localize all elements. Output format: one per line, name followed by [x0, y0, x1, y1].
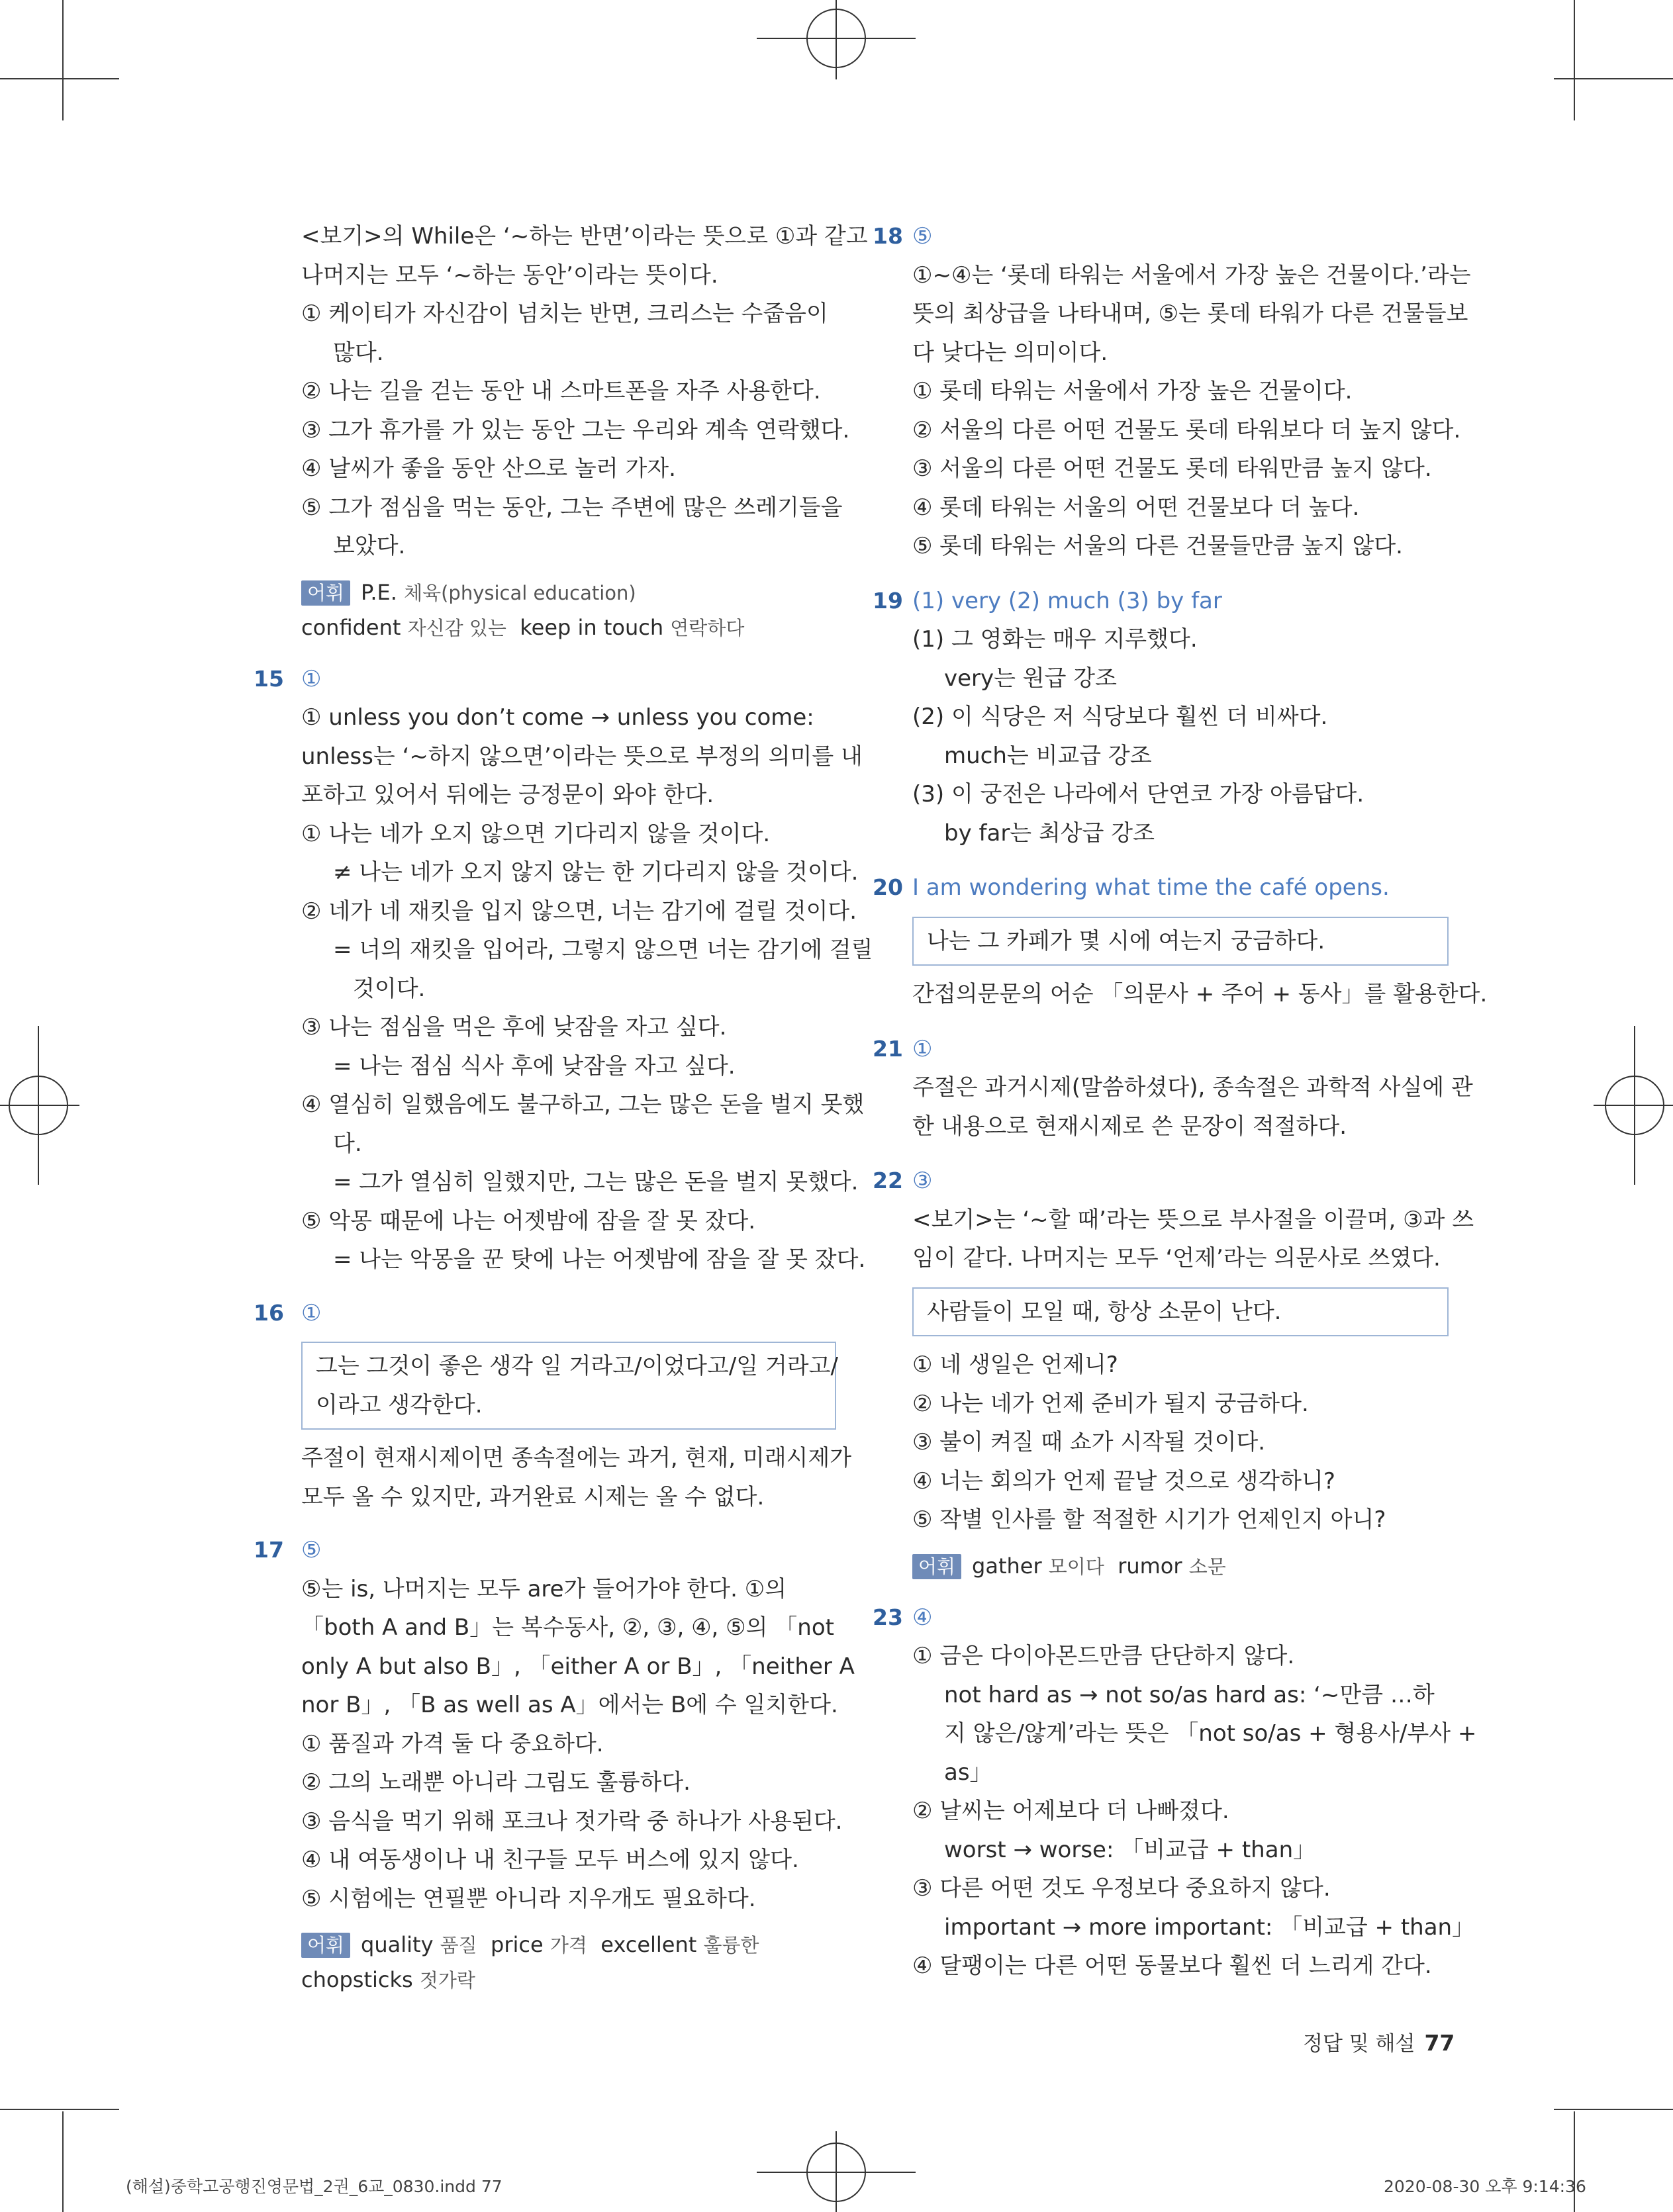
vocab-block: [912, 1549, 1449, 1584]
example-sub: = 나는 점심 식사 후에 낮잠을 자고 싶다.: [333, 1052, 736, 1080]
example-sub: much는 비교급 강조: [944, 742, 1152, 769]
print-timestamp: 2020-08-30 오후 9:14:36: [1384, 2177, 1586, 2196]
example-item: ③ 다른 어떤 것도 우정보다 중요하지 않다.: [912, 1875, 1331, 1902]
example-item: ① 품질과 가격 둘 다 중요하다.: [301, 1730, 604, 1757]
explanation-line: 간접의문문의 어순 「의문사 + 주어 + 동사」를 활용한다.: [912, 981, 1488, 1007]
question-23: [873, 1598, 1477, 1986]
explanation-line: ⑤는 is, 나머지는 모두 are가 들어가야 한다. ①의: [301, 1575, 787, 1602]
example-item: ⑤ 롯데 타워는 서울의 다른 건물들만큼 높지 않다.: [912, 533, 1403, 559]
vocab-tag: 어휘: [301, 1933, 350, 1958]
example-item: ② 서울의 다른 어떤 건물도 롯데 타워보다 더 높지 않다.: [912, 416, 1461, 443]
footer-label: 정답 및 해설: [1303, 2032, 1415, 2056]
example-item: ① 롯데 타워는 서울에서 가장 높은 건물이다.: [912, 378, 1353, 404]
intro-line: <보기>의 While은 ‘~하는 반면’이라는 뜻으로 ①과 같고: [301, 223, 868, 250]
example-sub: not hard as → not so/as hard as: ‘~만큼 …하: [944, 1681, 1435, 1708]
question-20: [873, 868, 1488, 1014]
explanation-line: 주절은 과거시제(말씀하셨다), 종속절은 과학적 사실에 관: [912, 1074, 1473, 1101]
answer: ⑤: [912, 223, 933, 250]
example-sub: = 나는 악몽을 꾼 탓에 나는 어젯밤에 잠을 잘 못 잤다.: [333, 1246, 866, 1273]
intro-line: 나머지는 모두 ‘~하는 동안’이라는 뜻이다.: [301, 261, 718, 289]
example-sub: important → more important: 「비교급 + than」: [944, 1913, 1475, 1941]
explanation-line: unless는 ‘~하지 않으면’이라는 뜻으로 부정의 의미를 내: [301, 743, 863, 770]
crop-mark: [1574, 0, 1575, 120]
example-item: (2) 이 식당은 저 식당보다 훨씬 더 비싸다.: [912, 704, 1328, 730]
registration-mark: [1594, 1026, 1673, 1185]
question-number: 20: [873, 874, 903, 900]
question-18: [873, 217, 1471, 566]
question-number: 18: [873, 223, 903, 249]
answer: ⑤: [301, 1537, 322, 1563]
example-item: ② 그의 노래뿐 아니라 그림도 훌륭하다.: [301, 1769, 691, 1796]
example-sub: = 너의 재킷을 입어라, 그렇지 않으면 너는 감기에 걸릴: [333, 937, 873, 963]
example-box: [912, 1287, 1449, 1337]
explanation-line: ① unless you don’t come → unless you come:: [301, 704, 814, 731]
question-22: [873, 1162, 1474, 1584]
example-item: ④ 롯데 타워는 서울의 어떤 건물보다 더 높다.: [912, 494, 1360, 521]
vocab-word: chopsticks: [301, 1967, 413, 1992]
question-number: 23: [873, 1604, 903, 1630]
example-sub: by far는 최상급 강조: [944, 819, 1155, 847]
example-item: ⑤ 시험에는 연필뿐 아니라 지우개도 필요하다.: [301, 1885, 756, 1912]
example-sub: worst → worse: 「비교급 + than」: [944, 1836, 1316, 1863]
box-line: 이라고 생각한다.: [316, 1391, 483, 1418]
left-column: [254, 217, 873, 1998]
explanation-line: 포하고 있어서 뒤에는 긍정문이 와야 한다.: [301, 782, 714, 808]
vocab-meaning: 젓가락: [419, 1969, 475, 1992]
question-17: [254, 1531, 855, 1998]
crop-mark: [62, 2111, 64, 2212]
explanation-line: 주절이 현재시제이면 종속절에는 과거, 현재, 미래시제가: [301, 1445, 852, 1471]
example-item: ④ 달팽이는 다른 어떤 동물보다 훨씬 더 느리게 간다.: [912, 1953, 1432, 1979]
explanation-line: <보기>는 ‘~할 때’라는 뜻으로 부사절을 이끌며, ③과 쓰: [912, 1206, 1474, 1233]
answer: ①: [301, 665, 322, 692]
vocab-meaning: 모이다: [1048, 1555, 1104, 1578]
example-item: ⑤ 작별 인사를 할 적절한 시기가 언제인지 아니?: [912, 1506, 1386, 1533]
example-item: ③ 그가 휴가를 가 있는 동안 그는 우리와 계속 연락했다.: [301, 416, 850, 443]
example-item: (1) 그 영화는 매우 지루했다.: [912, 626, 1198, 653]
vocab-meaning: 훌륭한: [703, 1934, 759, 1957]
example-item: (3) 이 궁전은 나라에서 단연코 가장 아름답다.: [912, 781, 1364, 807]
answer: ①: [912, 1035, 933, 1062]
example-sub: 다.: [333, 1130, 362, 1157]
example-item-cont: 보았다.: [333, 533, 406, 559]
registration-mark: [0, 1026, 79, 1185]
vocab-block: [301, 1927, 836, 1998]
answer: I am wondering what time the café opens.: [912, 874, 1390, 901]
explanation-line: nor B」, 「B as well as A」에서는 B에 수 일치한다.: [301, 1692, 838, 1718]
question-number: 21: [873, 1035, 903, 1062]
vocab-tag: 어휘: [301, 580, 350, 606]
answer: ③: [912, 1168, 933, 1194]
example-sub: = 그가 열심히 일했지만, 그는 많은 돈을 벌지 못했다.: [333, 1169, 859, 1195]
example-item: ② 날씨는 어제보다 더 나빠졌다.: [912, 1798, 1229, 1824]
example-item: ④ 날씨가 좋을 동안 산으로 놀러 가자.: [301, 455, 676, 482]
example-item: ① 금은 다이아몬드만큼 단단하지 않다.: [912, 1643, 1295, 1669]
vocab-block: [301, 575, 836, 645]
question-15: [254, 660, 873, 1279]
vocab-word: P.E.: [361, 579, 397, 605]
example-item: ③ 불이 켜질 때 쇼가 시작될 것이다.: [912, 1429, 1266, 1455]
question-21: [873, 1030, 1473, 1146]
example-sub: ≠ 나는 네가 오지 않지 않는 한 기다리지 않을 것이다.: [333, 859, 859, 886]
crop-mark: [0, 2109, 119, 2110]
example-item: ③ 서울의 다른 어떤 건물도 롯데 타워만큼 높지 않다.: [912, 455, 1432, 482]
example-item: ⑤ 그가 점심을 먹는 동안, 그는 주변에 많은 쓰레기들을: [301, 494, 843, 521]
answer: (1) very (2) much (3) by far: [912, 587, 1222, 614]
crop-mark: [0, 78, 119, 79]
example-item: ④ 열심히 일했음에도 불구하고, 그는 많은 돈을 벌지 못했: [301, 1091, 865, 1118]
box-line: 사람들이 모일 때, 항상 소문이 난다.: [927, 1298, 1282, 1325]
crop-mark: [1554, 78, 1673, 79]
box-line: 그는 그것이 좋은 생각 일 거라고/이었다고/일 거라고/: [316, 1353, 838, 1379]
explanation-line: 임이 같다. 나머지는 모두 ‘언제’라는 의문사로 쓰였다.: [912, 1245, 1441, 1271]
example-item: ④ 너는 회의가 언제 끝날 것으로 생각하니?: [912, 1467, 1335, 1495]
vocab-word: price: [491, 1932, 544, 1957]
registration-mark: [757, 0, 916, 79]
example-item: ② 네가 네 재킷을 입지 않으면, 너는 감기에 걸릴 것이다.: [301, 898, 857, 925]
vocab-word: excellent: [600, 1932, 697, 1957]
page-footer: [1303, 2027, 1455, 2056]
explanation-line: 「both A and B」는 복수동사, ②, ③, ④, ⑤의 「not: [301, 1614, 834, 1641]
explanation-line: 다 낮다는 의미이다.: [912, 339, 1108, 366]
crop-mark: [62, 0, 64, 120]
answer: ④: [912, 1604, 933, 1631]
file-info: (해설)중학고공행진영문법_2권_6교_0830.indd 77: [126, 2177, 502, 2196]
example-item: ① 케이티가 자신감이 넘치는 반면, 크리스는 수줍음이: [301, 300, 828, 327]
vocab-tag: 어휘: [912, 1554, 961, 1579]
example-item: ① 나는 네가 오지 않으면 기다리지 않을 것이다.: [301, 820, 771, 847]
explanation-line: 모두 올 수 있지만, 과거완료 시제는 올 수 없다.: [301, 1483, 765, 1510]
question-number: 15: [254, 665, 284, 692]
question-number: 19: [873, 587, 903, 614]
explanation-line: ①~④는 ‘롯데 타워는 서울에서 가장 높은 건물이다.’라는: [912, 261, 1471, 289]
example-item-cont: 많다.: [333, 339, 384, 366]
box-line: 나는 그 카페가 몇 시에 여는지 궁금하다.: [927, 927, 1325, 954]
question-19: [873, 582, 1449, 853]
example-sub: very는 원급 강조: [944, 665, 1117, 692]
crop-mark: [1554, 2109, 1673, 2110]
question-number: 22: [873, 1168, 903, 1193]
vocab-meaning: 가격: [550, 1934, 587, 1957]
example-item: ② 나는 네가 언제 준비가 될지 궁금하다.: [912, 1390, 1309, 1417]
example-item: ③ 나는 점심을 먹은 후에 낮잠을 자고 싶다.: [301, 1014, 727, 1040]
example-sub: 지 않은/않게’라는 뜻은 「not so/as + 형용사/부사 +: [944, 1720, 1477, 1747]
vocab-word: confident: [301, 614, 401, 640]
answer: ①: [301, 1299, 322, 1326]
example-item: ① 네 생일은 언제니?: [912, 1352, 1118, 1378]
example-item: ③ 음식을 먹기 위해 포크나 젓가락 중 하나가 사용된다.: [301, 1808, 843, 1835]
explanation-line: only A but also B」, 「either A or B」, 「neither A: [301, 1653, 855, 1680]
page-number: 77: [1424, 2030, 1455, 2056]
question-number: 17: [254, 1537, 284, 1563]
explanation-line: 한 내용으로 현재시제로 쓴 문장이 적절하다.: [912, 1113, 1347, 1140]
vocab-meaning: 품질: [440, 1934, 477, 1957]
vocab-word: rumor: [1118, 1553, 1182, 1579]
example-box: [912, 917, 1449, 966]
vocab-word: keep in touch: [520, 614, 664, 640]
vocab-meaning: 체육(physical education): [404, 581, 636, 604]
explanation-line: 뜻의 최상급을 나타내며, ⑤는 롯데 타워가 다른 건물들보: [912, 300, 1468, 327]
example-box: [301, 1342, 836, 1430]
question-number: 16: [254, 1299, 284, 1326]
example-item: ④ 내 여동생이나 내 친구들 모두 버스에 있지 않다.: [301, 1847, 799, 1873]
vocab-meaning: 연락하다: [670, 616, 745, 639]
vocab-meaning: 소문: [1188, 1555, 1226, 1578]
vocab-word: gather: [972, 1553, 1042, 1579]
vocab-word: quality: [361, 1932, 434, 1957]
registration-mark: [757, 2131, 916, 2212]
example-item: ② 나는 길을 걷는 동안 내 스마트폰을 자주 사용한다.: [301, 378, 821, 404]
right-column: [873, 217, 1488, 1986]
example-item: ⑤ 악몽 때문에 나는 어젯밤에 잠을 잘 못 잤다.: [301, 1207, 756, 1234]
example-sub: as」: [944, 1759, 992, 1786]
vocab-meaning: 자신감 있는: [407, 616, 506, 639]
question-16: [254, 1294, 852, 1517]
example-sub: 것이다.: [353, 975, 426, 1002]
